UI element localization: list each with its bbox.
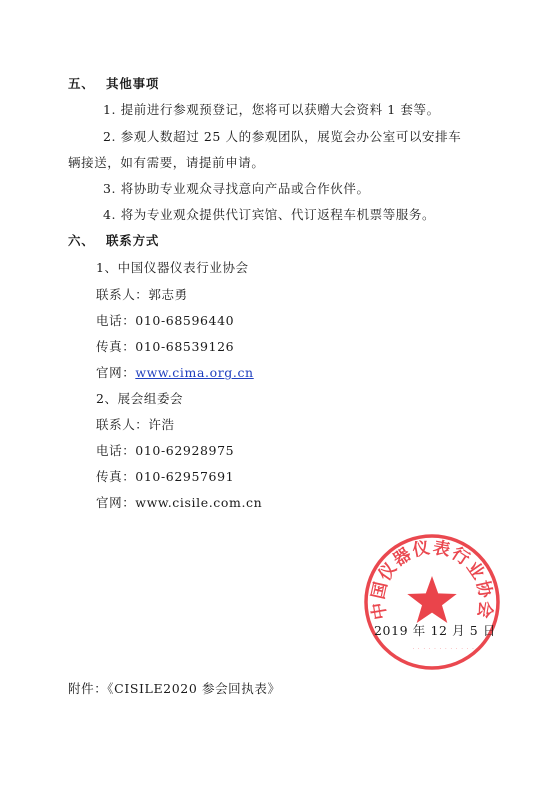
section-6-title: 联系方式 <box>106 233 160 248</box>
attachment-note: 附件：《CISILE2020 参会回执表》 <box>68 681 281 696</box>
org-2-phone: 电话：010-62928975 <box>96 443 235 458</box>
section-6-heading <box>68 233 159 249</box>
seal-text: 中国仪器仪表行业协会 <box>368 537 496 622</box>
org-2-fax: 传真：010-62957691 <box>96 469 235 484</box>
section-5-item-3: 3. 将协助专业观众寻找意向产品或合作伙伴。 <box>103 181 370 196</box>
org-1-website-link[interactable]: www.cima.org.cn <box>135 365 254 380</box>
org-1-website-label: 官网： <box>96 365 136 380</box>
official-seal-stamp <box>362 532 502 672</box>
org-2-name: 2、展会组委会 <box>96 391 184 406</box>
org-2-website: 官网：www.cisile.com.cn <box>96 495 263 510</box>
section-5-title: 其他事项 <box>106 76 160 91</box>
section-6-number: 六、 <box>68 233 95 248</box>
document-date: 2019 年 12 月 5 日 <box>374 623 497 638</box>
seal-star-icon <box>407 576 456 623</box>
org-1-phone: 电话：010-68596440 <box>96 313 235 328</box>
seal-serial-marks: · · · · · · · · · · · · <box>412 647 475 652</box>
section-5-item-2: 2. 参观人数超过 25 人的参观团队，展览会办公室可以安排车 <box>103 129 462 144</box>
org-2-contact: 联系人：许浩 <box>96 417 175 432</box>
org-1-fax: 传真：010-68539126 <box>96 339 235 354</box>
section-5-item-2-cont: 辆接送，如有需要，请提前申请。 <box>68 155 265 170</box>
section-5-number: 五、 <box>68 76 95 91</box>
section-5-heading <box>68 76 159 92</box>
section-5-item-4: 4. 将为专业观众提供代订宾馆、代订返程车机票等服务。 <box>103 207 436 222</box>
section-5-item-1: 1. 提前进行参观预登记，您将可以获赠大会资料 1 套等。 <box>103 102 440 117</box>
org-1-name: 1、中国仪器仪表行业协会 <box>96 260 249 275</box>
org-1-contact: 联系人：郭志勇 <box>96 287 188 302</box>
org-1-website-row <box>96 365 254 381</box>
